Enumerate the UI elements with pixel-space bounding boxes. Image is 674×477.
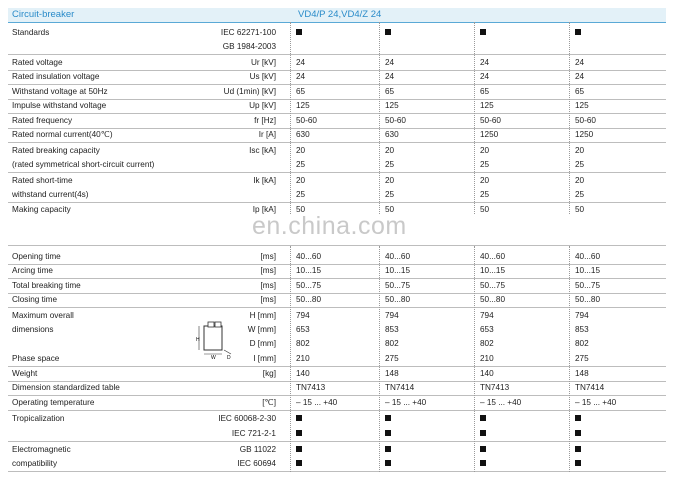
row-unit: D [mm] [249,339,276,348]
value-cell: 25 [296,160,306,169]
square-mark [385,29,391,35]
value-cell: 40...60 [385,252,411,261]
row-label: Rated voltage [12,58,63,67]
value-cell: 630 [385,130,399,139]
row-unit: IEC 60694 [237,459,276,468]
filled-square-icon [575,28,581,38]
row-label: (rated symmetrical short-circuit current) [12,160,155,169]
row-divider [8,395,666,396]
value-cell: 148 [385,369,399,378]
value-cell: – 15 ... +40 [575,398,617,407]
row-divider [8,441,666,442]
value-cell: 50 [385,205,395,214]
row-label: Arcing time [12,266,53,275]
row-label: Withstand voltage at 50Hz [12,87,108,96]
row-label: Total breaking time [12,281,81,290]
row-label: Opening time [12,252,61,261]
value-cell: 20 [296,176,306,185]
filled-square-icon [480,445,486,455]
filled-square-icon [296,28,302,38]
value-cell: 50 [296,205,306,214]
value-cell: 24 [480,58,490,67]
value-cell: 24 [575,58,585,67]
square-mark [575,29,581,35]
square-mark [480,29,486,35]
value-cell: 50-60 [575,116,596,125]
row-divider [8,471,666,472]
filled-square-icon [296,445,302,455]
filled-square-icon [296,459,302,469]
row-divider [8,84,666,85]
row-divider [8,172,666,173]
value-cell: 40...60 [575,252,601,261]
value-cell: 210 [296,354,310,363]
row-divider [8,128,666,129]
value-cell: 20 [296,146,306,155]
value-cell: 794 [480,311,494,320]
value-cell: 853 [575,325,589,334]
value-cell: 794 [385,311,399,320]
square-mark [480,415,486,421]
value-cell: 20 [575,176,585,185]
row-label: Standards [12,28,50,37]
row-label: Rated insulation voltage [12,72,100,81]
row-unit: IEC 62271-100 [220,28,276,37]
square-mark [296,446,302,452]
value-cell: 653 [480,325,494,334]
column-divider [379,22,380,214]
row-unit: [kg] [262,369,276,378]
row-unit: H [mm] [249,311,276,320]
value-cell: 65 [480,87,490,96]
value-cell: 25 [575,190,585,199]
fig-label-d: D [227,355,231,360]
row-unit: I [mm] [253,354,276,363]
value-cell: 140 [296,369,310,378]
row-divider [8,54,666,55]
row-divider [8,381,666,382]
value-cell: 802 [385,339,399,348]
value-cell: 65 [385,87,395,96]
value-cell: 1250 [575,130,594,139]
row-label: Closing time [12,295,58,304]
value-cell: 40...60 [480,252,506,261]
row-unit: Ir [A] [258,130,276,139]
row-label: withstand current(4s) [12,190,89,199]
value-cell: 20 [575,146,585,155]
value-cell: 25 [385,160,395,169]
square-mark [296,29,302,35]
filled-square-icon [385,459,391,469]
square-mark [480,446,486,452]
row-label: Maximum overall [12,311,74,320]
value-cell: 10...15 [480,266,506,275]
column-divider [290,246,291,472]
square-mark [480,430,486,436]
row-divider [8,307,666,308]
filled-square-icon [385,414,391,424]
row-unit: Up [kV] [249,101,276,110]
filled-square-icon [385,445,391,455]
value-cell: 25 [385,190,395,199]
row-label: compatibility [12,459,58,468]
value-cell: 65 [296,87,306,96]
value-cell: 50...75 [480,281,506,290]
value-cell: – 15 ... +40 [296,398,338,407]
filled-square-icon [296,414,302,424]
value-cell: 210 [480,354,494,363]
value-cell: TN7413 [296,383,326,392]
square-mark [385,446,391,452]
header-left: Circuit-breaker [12,9,75,20]
value-cell: 148 [575,369,589,378]
filled-square-icon [480,429,486,439]
value-cell: 794 [575,311,589,320]
value-cell: 20 [480,146,490,155]
value-cell: 794 [296,311,310,320]
row-divider [8,366,666,367]
row-divider [8,293,666,294]
row-unit: fr [Hz] [254,116,276,125]
value-cell: 853 [385,325,399,334]
value-cell: 50...80 [480,295,506,304]
row-unit: Ip [kA] [252,205,276,214]
value-cell: 50...80 [296,295,322,304]
value-cell: 802 [575,339,589,348]
value-cell: 65 [575,87,585,96]
value-cell: 50...75 [296,281,322,290]
value-cell: 50...75 [385,281,411,290]
value-cell: 50 [575,205,585,214]
row-unit: IEC 60068-2-30 [218,414,276,423]
value-cell: 24 [480,72,490,81]
row-label: Operating temperature [12,398,95,407]
watermark: en.china.com [252,212,407,240]
value-cell: 50-60 [296,116,317,125]
value-cell: TN7413 [480,383,510,392]
value-cell: 50-60 [385,116,406,125]
value-cell: – 15 ... +40 [385,398,427,407]
value-cell: 630 [296,130,310,139]
value-cell: 10...15 [296,266,322,275]
row-label: dimensions [12,325,54,334]
row-label: Phase space [12,354,60,363]
row-divider [8,142,666,143]
value-cell: 40...60 [296,252,322,261]
value-cell: 20 [385,146,395,155]
row-unit: Ud (1min) [kV] [223,87,276,96]
value-cell: 1250 [480,130,499,139]
row-divider [8,264,666,265]
filled-square-icon [296,429,302,439]
row-unit: GB 11022 [239,445,276,454]
row-unit: Us [kV] [249,72,276,81]
row-divider [8,113,666,114]
row-unit: [ms] [260,252,276,261]
row-unit: [ms] [260,266,276,275]
value-cell: 802 [480,339,494,348]
value-cell: 50 [480,205,490,214]
column-divider [290,22,291,214]
value-cell: 50...80 [385,295,411,304]
value-cell: 653 [296,325,310,334]
square-mark [296,430,302,436]
value-cell: 125 [575,101,589,110]
row-unit: [ms] [260,281,276,290]
value-cell: 125 [296,101,310,110]
column-divider [474,246,475,472]
row-divider [8,70,666,71]
row-divider [8,278,666,279]
section-divider [8,245,666,246]
value-cell: 50...80 [575,295,601,304]
value-cell: 275 [385,354,399,363]
value-cell: 25 [480,190,490,199]
value-cell: 24 [575,72,585,81]
square-mark [480,460,486,466]
row-unit: [℃] [262,398,276,407]
fig-label-h: H [196,337,200,343]
value-cell: 25 [575,160,585,169]
dimension-drawing [196,320,234,360]
value-cell: – 15 ... +40 [480,398,522,407]
filled-square-icon [385,429,391,439]
value-cell: 10...15 [385,266,411,275]
row-unit: IEC 721-2-1 [231,429,276,438]
square-mark [385,415,391,421]
square-mark [575,460,581,466]
filled-square-icon [575,459,581,469]
value-cell: 25 [296,190,306,199]
filled-square-icon [480,459,486,469]
row-label: Tropicalization [12,414,65,423]
value-cell: 50...75 [575,281,601,290]
value-cell: 10...15 [575,266,601,275]
row-label: Impulse withstand voltage [12,101,107,110]
row-label: Rated frequency [12,116,73,125]
row-label: Weight [12,369,38,378]
row-unit: Ik [kA] [253,176,276,185]
column-divider [569,246,570,472]
value-cell: 50-60 [480,116,501,125]
value-cell: 125 [385,101,399,110]
square-mark [575,415,581,421]
column-divider [474,22,475,214]
row-label: Electromagnetic [12,445,71,454]
value-cell: 802 [296,339,310,348]
filled-square-icon [575,445,581,455]
filled-square-icon [575,414,581,424]
value-cell: 24 [296,58,306,67]
column-divider [569,22,570,214]
square-mark [385,430,391,436]
value-cell: TN7414 [575,383,605,392]
filled-square-icon [385,28,391,38]
row-label: Rated normal current(40℃) [12,130,113,139]
column-divider [379,246,380,472]
row-label: Rated breaking capacity [12,146,100,155]
value-cell: 140 [480,369,494,378]
row-label: Rated short-time [12,176,73,185]
value-cell: TN7414 [385,383,415,392]
row-divider [8,202,666,203]
value-cell: 20 [385,176,395,185]
value-cell: 125 [480,101,494,110]
square-mark [575,446,581,452]
square-mark [385,460,391,466]
value-cell: 25 [480,160,490,169]
row-divider [8,410,666,411]
header-right: VD4/P 24,VD4/Z 24 [298,9,382,20]
value-cell: 24 [296,72,306,81]
row-divider [8,99,666,100]
table-header [8,8,666,23]
row-unit: Ur [kV] [250,58,276,67]
row-unit: W [mm] [247,325,276,334]
value-cell: 275 [575,354,589,363]
filled-square-icon [480,414,486,424]
filled-square-icon [575,429,581,439]
row-unit: Isc [kA] [249,146,276,155]
square-mark [575,430,581,436]
row-label: Making capacity [12,205,71,214]
square-mark [296,460,302,466]
value-cell: 20 [480,176,490,185]
row-unit: [ms] [260,295,276,304]
value-cell: 24 [385,72,395,81]
fig-label-w: W [211,355,216,360]
filled-square-icon [480,28,486,38]
row-unit: GB 1984-2003 [222,42,276,51]
row-label: Dimension standardized table [12,383,120,392]
square-mark [296,415,302,421]
value-cell: 24 [385,58,395,67]
